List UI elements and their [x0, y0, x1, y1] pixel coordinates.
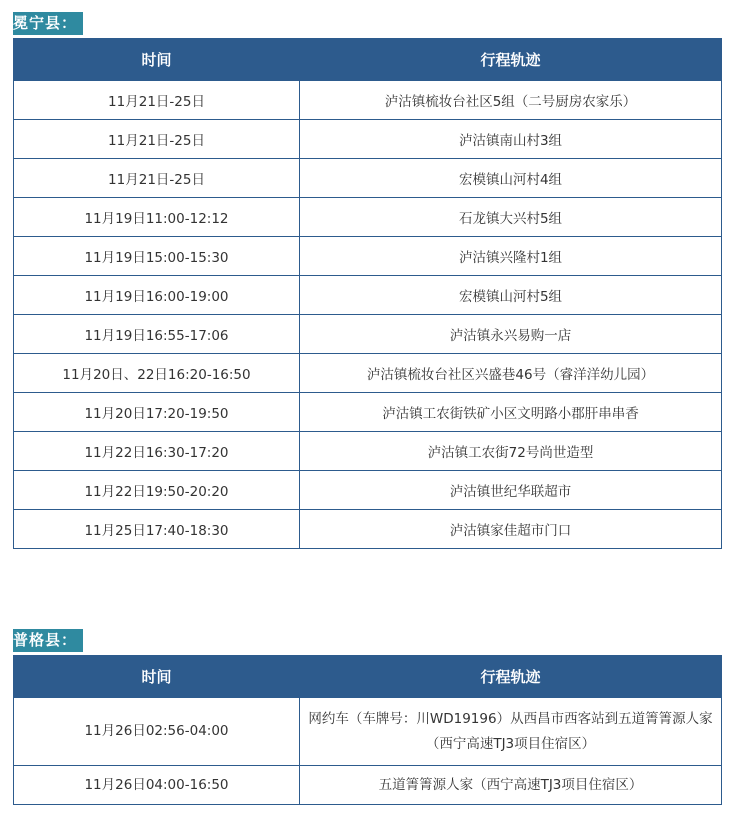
table-row	[14, 354, 722, 393]
column-header-time: 时间	[14, 39, 300, 81]
cell-time: 11月26日02:56-04:00	[14, 698, 300, 766]
county-label-puge: 普格县：	[13, 629, 83, 652]
table-row	[14, 471, 722, 510]
cell-trace: 网约车（车牌号：川WD19196）从西昌市西客站到五道箐箐源人家（西宁高速TJ3项目住宿区）	[300, 698, 722, 766]
cell-time: 11月25日17:40-18:30	[14, 510, 300, 549]
cell-trace: 宏模镇山河村5组	[300, 276, 722, 315]
table-header-row	[14, 39, 722, 81]
cell-trace: 泸沽镇梳妆台社区兴盛巷46号（睿洋洋幼儿园）	[300, 354, 722, 393]
column-header-time: 时间	[14, 656, 300, 698]
table-row	[14, 698, 722, 766]
table-row	[14, 315, 722, 354]
cell-trace: 宏模镇山河村4组	[300, 159, 722, 198]
cell-time: 11月21日-25日	[14, 81, 300, 120]
table-row	[14, 198, 722, 237]
cell-time: 11月19日15:00-15:30	[14, 237, 300, 276]
cell-time: 11月19日16:55-17:06	[14, 315, 300, 354]
cell-time: 11月19日16:00-19:00	[14, 276, 300, 315]
column-header-trace: 行程轨迹	[300, 39, 722, 81]
cell-time: 11月21日-25日	[14, 159, 300, 198]
table-row	[14, 766, 722, 805]
cell-time: 11月22日16:30-17:20	[14, 432, 300, 471]
cell-time: 11月26日04:00-16:50	[14, 766, 300, 805]
table-row	[14, 510, 722, 549]
cell-trace: 泸沽镇世纪华联超市	[300, 471, 722, 510]
cell-trace: 泸沽镇兴隆村1组	[300, 237, 722, 276]
table-row	[14, 432, 722, 471]
cell-time: 11月19日11:00-12:12	[14, 198, 300, 237]
cell-trace: 泸沽镇南山村3组	[300, 120, 722, 159]
cell-time: 11月22日19:50-20:20	[14, 471, 300, 510]
itinerary-table-puge	[13, 655, 722, 805]
cell-trace: 泸沽镇工农街72号尚世造型	[300, 432, 722, 471]
cell-time: 11月20日、22日16:20-16:50	[14, 354, 300, 393]
cell-trace: 泸沽镇工农街铁矿小区文明路小郡肝串串香	[300, 393, 722, 432]
cell-trace: 泸沽镇永兴易购一店	[300, 315, 722, 354]
itinerary-table-mianning	[13, 38, 722, 549]
table-row	[14, 81, 722, 120]
county-label-mianning: 冕宁县：	[13, 12, 83, 35]
table-row	[14, 276, 722, 315]
cell-time: 11月20日17:20-19:50	[14, 393, 300, 432]
column-header-trace: 行程轨迹	[300, 656, 722, 698]
cell-trace: 石龙镇大兴村5组	[300, 198, 722, 237]
cell-trace: 五道箐箐源人家（西宁高速TJ3项目住宿区）	[300, 766, 722, 805]
table-row	[14, 120, 722, 159]
cell-trace: 泸沽镇梳妆台社区5组（二号厨房农家乐）	[300, 81, 722, 120]
table-header-row	[14, 656, 722, 698]
table-row	[14, 159, 722, 198]
table-row	[14, 393, 722, 432]
cell-trace: 泸沽镇家佳超市门口	[300, 510, 722, 549]
cell-time: 11月21日-25日	[14, 120, 300, 159]
table-row	[14, 237, 722, 276]
